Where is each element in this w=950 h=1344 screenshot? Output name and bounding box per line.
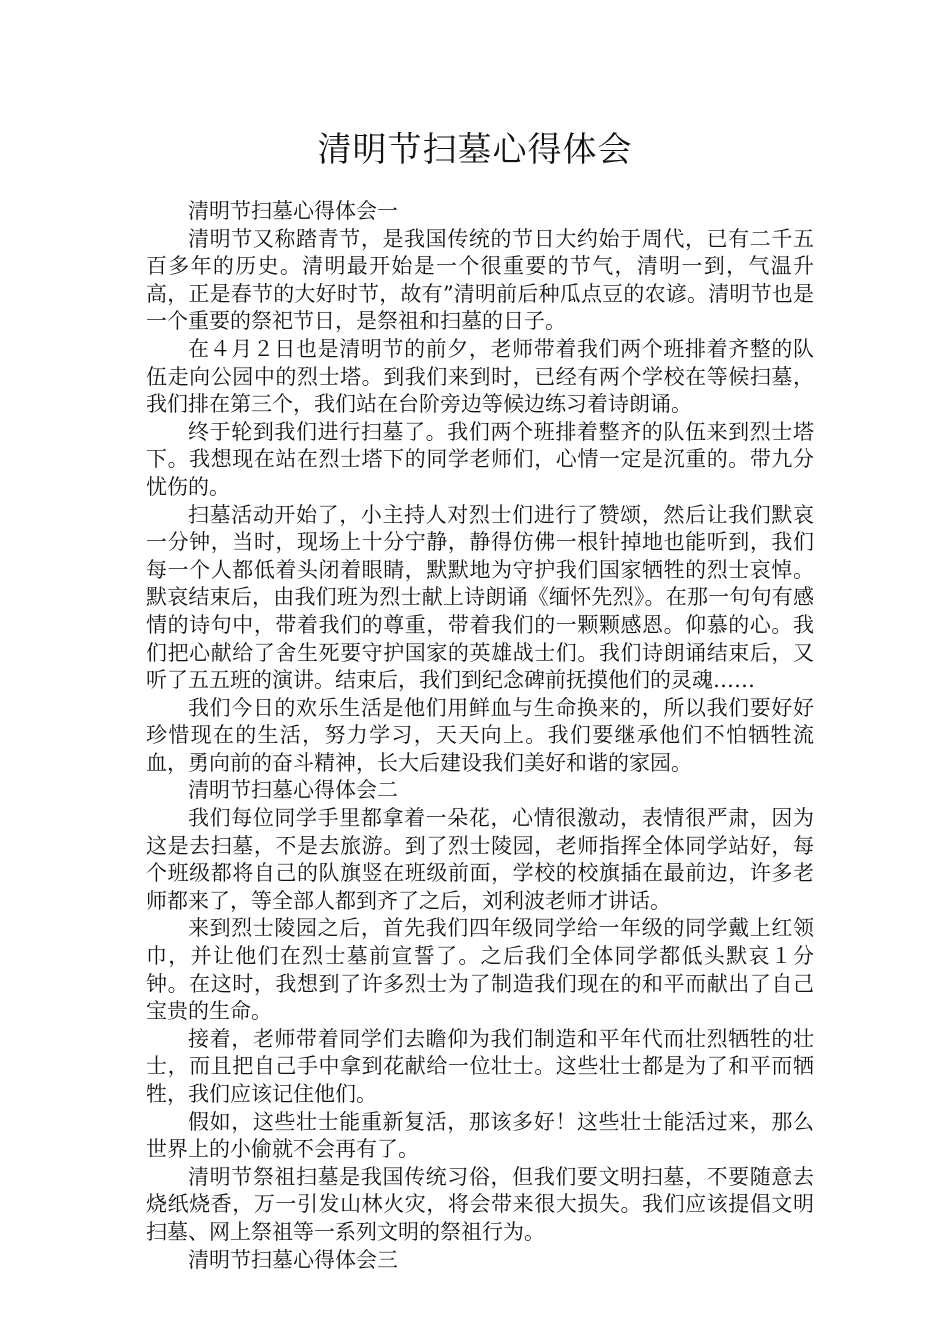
paragraph: 清明节又称踏青节，是我国传统的节日大约始于周代，已有二千五百多年的历史。清明最开始是一个很重要的节气，清明一到，气温升高，正是春节的大好时节，故有”清明前后种瓜点豆的农谚。清明节也是一个重要的祭祀节日，是祭祖和扫墓的日子。 (146, 226, 814, 334)
paragraph: 接着，老师带着同学们去瞻仰为我们制造和平年代而壮烈牺牲的壮士，而且把自己手中拿到花献给一位壮士。这些壮士都是为了和平而牺牲，我们应该记住他们。 (146, 1026, 814, 1106)
paragraph: 我们今日的欢乐生活是他们用鲜血与生命换来的，所以我们要好好珍惜现在的生活，努力学习，天天向上。我们要继承他们不怕牺牲流血，勇向前的奋斗精神，长大后建设我们美好和谐的家园。 (146, 695, 814, 775)
section-heading-3: 清明节扫墓心得体会三 (188, 1247, 398, 1272)
paragraph: 我们每位同学手里都拿着一朵花，心情很激动，表情很严肃，因为这是去扫墓，不是去旅游。到了烈士陵园，老师指挥全体同学站好，每个班级都将自己的队旗竖在班级前面，学校的校旗插在最前边，许多老师都来了，等全部人都到齐了之后，刘利波老师才讲话。 (146, 806, 814, 913)
paragraph: 清明节祭祖扫墓是我国传统习俗，但我们要文明扫墓，不要随意去烧纸烧香，万一引发山林火灾，将会带来很大损失。我们应该提倡文明扫墓、网上祭祖等一系列文明的祭祖行为。 (146, 1164, 814, 1244)
document-body (146, 198, 814, 1274)
paragraph: 在４月２日也是清明节的前夕，老师带着我们两个班排着齐整的队伍走向公园中的烈士塔。到我们来到时，已经有两个学校在等候扫墓，我们排在第三个，我们站在台阶旁边等候边练习着诗朗诵。 (146, 336, 814, 417)
paragraph: 来到烈士陵园之后，首先我们四年级同学给一年级的同学戴上红领巾，并让他们在烈士墓前宣誓了。之后我们全体同学都低头默哀１分钟。在这时，我想到了许多烈士为了制造我们现在的和平而献出了自己宝贵的生命。 (146, 916, 814, 1024)
paragraph: 扫墓活动开始了，小主持人对烈士们进行了赞颂，然后让我们默哀一分钟，当时，现场上十分宁静，静得仿佛一根针掉地也能听到，我们每一个人都低着头闭着眼睛，默默地为守护我们国家牺牲的烈士哀悼。默哀结束后，由我们班为烈士献上诗朗诵《缅怀先烈》。在那一句句有感情的诗句中，带着我们的尊重，带着我们的一颗颗感恩。仰慕的心。我们把心献给了舍生死要守护国家的英雄战士们。我们诗朗诵结束后，又听了五五班的演讲。结束后，我们到纪念碑前抚摸他们的灵魂…… (146, 502, 814, 693)
document-title: 清明节扫墓心得体会 (317, 130, 633, 170)
paragraph: 终于轮到我们进行扫墓了。我们两个班排着整齐的队伍来到烈士塔下。我想现在站在烈士塔下的同学老师们，心情一定是沉重的。带九分忧伤的。 (146, 419, 814, 499)
section-heading-1: 清明节扫墓心得体会一 (188, 199, 398, 223)
paragraph: 假如，这些壮士能重新复活，那该多好！这些壮士能活过来，那么世界上的小偷就不会再有了。 (146, 1109, 814, 1162)
section-heading-2: 清明节扫墓心得体会二 (188, 778, 398, 803)
